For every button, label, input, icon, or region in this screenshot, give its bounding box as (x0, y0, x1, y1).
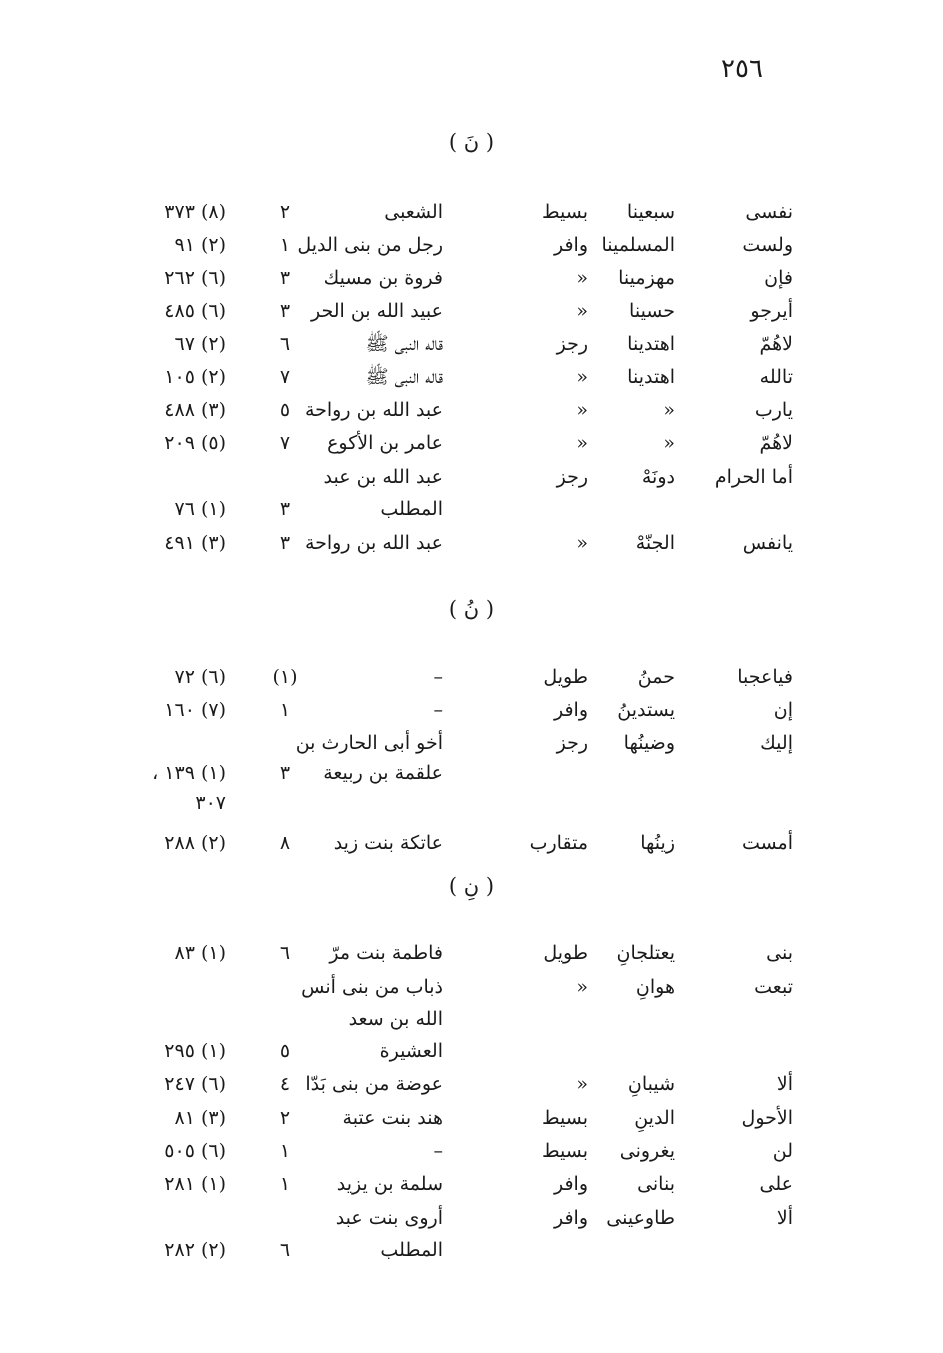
poet-name: عبد الله بن عبد (323, 466, 443, 488)
table-row (0, 1103, 943, 1133)
page-reference: (٣) ٤٨٨ (164, 399, 226, 421)
page-reference: (٢) ٢٨٨ (164, 832, 226, 854)
verse-opening-word: نفسى (745, 201, 793, 223)
rhyme-word: شيبانِ (627, 1073, 675, 1095)
meter: وافر (553, 699, 588, 721)
table-row (0, 296, 943, 326)
table-row (0, 1169, 943, 1199)
verse-count: ٣ (279, 532, 291, 554)
page-reference: (٦) ٢٤٧ (164, 1073, 226, 1095)
table-row (0, 362, 943, 392)
meter: بسيط (541, 1107, 588, 1129)
page-reference: (٢) ٦٧ (174, 333, 226, 355)
poet-name: فاطمة بنت مرّ (329, 942, 443, 964)
table-row (0, 662, 943, 692)
rhyme-word: وضينُها (623, 732, 675, 754)
rhyme-word: يغرونى (619, 1140, 675, 1162)
table-row (0, 462, 943, 492)
meter: وافر (553, 1207, 588, 1229)
verse-opening-word: فإن (764, 267, 793, 289)
verse-opening-word: إن (773, 699, 793, 721)
meter: وافر (553, 1173, 588, 1195)
verse-count: ٣ (279, 300, 291, 322)
verse-opening-word: أمست (741, 832, 793, 854)
rhyme-word: يستدينُ (617, 699, 675, 721)
verse-opening-word: الأحول (741, 1107, 793, 1129)
page-reference: (٢) ٩١ (174, 234, 226, 256)
meter: « (576, 976, 588, 998)
meter: « (576, 532, 588, 554)
verse-count: ٣ (279, 498, 291, 520)
table-row (0, 788, 943, 818)
verse-count: ٧ (279, 366, 291, 388)
meter: « (576, 366, 588, 388)
meter: طويل (543, 942, 588, 964)
meter: بسيط (541, 201, 588, 223)
rhyme-word: سبعينا (626, 201, 675, 223)
verse-opening-word: فياعجبا (737, 666, 793, 688)
page-reference: (٦) ٢٦٢ (164, 267, 226, 289)
poet-name: – (433, 699, 443, 721)
rhyme-word: الجنّهْ (635, 532, 675, 554)
meter: « (576, 432, 588, 454)
rhyme-word: زينُها (640, 832, 675, 854)
table-row (0, 197, 943, 227)
table-row (0, 972, 943, 1002)
verse-count: ٨ (279, 832, 291, 854)
verse-opening-word: على (759, 1173, 793, 1195)
table-row (0, 938, 943, 968)
poet-name: ذباب من بنى أنس (301, 976, 443, 998)
verse-opening-word: إليك (760, 732, 793, 754)
poet-name: علقمة بن ربيعة (323, 762, 443, 784)
rhyme-word: حسينا (629, 300, 675, 322)
table-row (0, 728, 943, 758)
page-reference: (٥) ٢٠٩ (164, 432, 226, 454)
table-row (0, 329, 943, 359)
poet-name: – (433, 666, 443, 688)
rhyme-word: اهتدينا (627, 366, 675, 388)
poet-name: قاله النبى ﷺ (365, 333, 443, 355)
meter: بسيط (541, 1140, 588, 1162)
poet-name: عوضة من بنى بَدّا (305, 1073, 443, 1095)
rhyme-word: مهزمينا (618, 267, 675, 289)
verse-opening-word: لاهُمّ (759, 432, 793, 454)
page-reference: (١) ٨٣ (174, 942, 226, 964)
meter: رجز (556, 732, 588, 754)
meter: « (576, 300, 588, 322)
rhyme-word: دونَهْ (641, 466, 675, 488)
verse-count: ٣ (279, 267, 291, 289)
poet-name: المطلب (380, 1239, 443, 1261)
rhyme-word: الدينِ (634, 1107, 675, 1129)
rhyme-word: اهتدينا (627, 333, 675, 355)
page-reference: (٦) ٧٢ (174, 666, 226, 688)
page-reference: (٢) ٢٨٢ (164, 1239, 226, 1261)
table-row (0, 1069, 943, 1099)
poet-name: العشيرة (379, 1040, 443, 1062)
verse-opening-word: لن (772, 1140, 793, 1162)
poet-name: فروة بن مسيك (323, 267, 443, 289)
verse-opening-word: تبعت (754, 976, 793, 998)
page-reference: (٦) ٤٨٥ (164, 300, 226, 322)
table-row (0, 395, 943, 425)
poet-name: الله بن سعد (348, 1008, 443, 1030)
page-reference: (١) ٢٩٥ (164, 1040, 226, 1062)
meter: « (576, 1073, 588, 1095)
verse-opening-word: يارب (754, 399, 793, 421)
page-reference: (٣) ٨١ (174, 1107, 226, 1129)
poet-name: عبيد الله بن الحر (310, 300, 443, 322)
table-row (0, 230, 943, 260)
verse-count: ٥ (279, 399, 291, 421)
verse-opening-word: ولست (742, 234, 793, 256)
poet-name: رجل من بنى الديل (297, 234, 443, 256)
poet-name: سلمة بن يزيد (336, 1173, 443, 1195)
poet-name: المطلب (380, 498, 443, 520)
verse-count: ٧ (279, 432, 291, 454)
poet-name: هند بنت عتبة (342, 1107, 443, 1129)
table-row (0, 1136, 943, 1166)
poet-name: عبد الله بن رواحة (304, 399, 443, 421)
meter: رجز (556, 466, 588, 488)
rhyme-word: بنانى (637, 1173, 675, 1195)
verse-opening-word: تالله (759, 366, 793, 388)
verse-opening-word: ألا (776, 1073, 793, 1095)
rhyme-word: المسلمينا (601, 234, 675, 256)
table-row (0, 528, 943, 558)
page-reference: (٧) ١٦٠ (164, 699, 226, 721)
verse-count: ٦ (279, 942, 291, 964)
meter: « (576, 267, 588, 289)
table-row (0, 695, 943, 725)
meter: رجز (556, 333, 588, 355)
table-row (0, 494, 943, 524)
poet-name: الشعبى (384, 201, 443, 223)
page-reference: ٣٠٧ (195, 792, 226, 814)
poet-name: عبد الله بن رواحة (304, 532, 443, 554)
page-reference: (٦) ٥٠٥ (164, 1140, 226, 1162)
table-row (0, 1203, 943, 1233)
table-row (0, 1235, 943, 1265)
verse-count: ٣ (279, 762, 291, 784)
verse-opening-word: يانفس (742, 532, 793, 554)
verse-count: ٦ (279, 1239, 291, 1261)
rhyme-word: حمنُ (637, 666, 675, 688)
verse-count: ٢ (279, 201, 291, 223)
verse-count: ٢ (279, 1107, 291, 1129)
verse-count: ٥ (279, 1040, 291, 1062)
poet-name: عاتكة بنت زيد (333, 832, 443, 854)
meter: طويل (543, 666, 588, 688)
verse-opening-word: ألا (776, 1207, 793, 1229)
table-row (0, 1004, 943, 1034)
page-reference: (٢) ١٠٥ (164, 366, 226, 388)
verse-count: ١ (279, 1173, 291, 1195)
section-header: ( نَ ) (448, 130, 495, 154)
rhyme-word: « (663, 432, 675, 454)
table-row (0, 263, 943, 293)
verse-count: ١ (279, 1140, 291, 1162)
meter: متقارب (529, 832, 588, 854)
verse-opening-word: بنى (766, 942, 793, 964)
verse-opening-word: لاهُمّ (759, 333, 793, 355)
table-row (0, 758, 943, 788)
table-row (0, 1036, 943, 1066)
rhyme-word: « (663, 399, 675, 421)
verse-count: ١ (279, 699, 291, 721)
page-reference: (١) ٧٦ (174, 498, 226, 520)
verse-count: (١) (272, 666, 298, 688)
page-reference: (٨) ٣٧٣ (164, 201, 226, 223)
page-reference: (١) ١٣٩ ، (152, 762, 226, 784)
meter: وافر (553, 234, 588, 256)
rhyme-word: طاوعينى (606, 1207, 675, 1229)
table-row (0, 828, 943, 858)
verse-opening-word: أما الحرام (714, 466, 793, 488)
verse-opening-word: أيرجو (750, 300, 793, 322)
section-header: ( نُ ) (448, 597, 495, 621)
rhyme-word: يعتلجانِ (616, 942, 675, 964)
poet-name: قاله النبى ﷺ (365, 366, 443, 388)
poet-name: أخو أبى الحارث بن (295, 732, 443, 754)
verse-count: ٦ (279, 333, 291, 355)
verse-count: ٤ (279, 1073, 291, 1095)
poet-name: عامر بن الأكوع (327, 432, 443, 454)
page-number: ٢٥٦ (721, 54, 763, 84)
verse-count: ١ (279, 234, 291, 256)
meter: « (576, 399, 588, 421)
table-row (0, 428, 943, 458)
page-reference: (١) ٢٨١ (164, 1173, 226, 1195)
section-header: ( نِ ) (448, 874, 495, 898)
poet-name: – (433, 1140, 443, 1162)
poet-name: أروى بنت عبد (335, 1207, 443, 1229)
page-reference: (٣) ٤٩١ (164, 532, 226, 554)
rhyme-word: هوانِ (635, 976, 675, 998)
